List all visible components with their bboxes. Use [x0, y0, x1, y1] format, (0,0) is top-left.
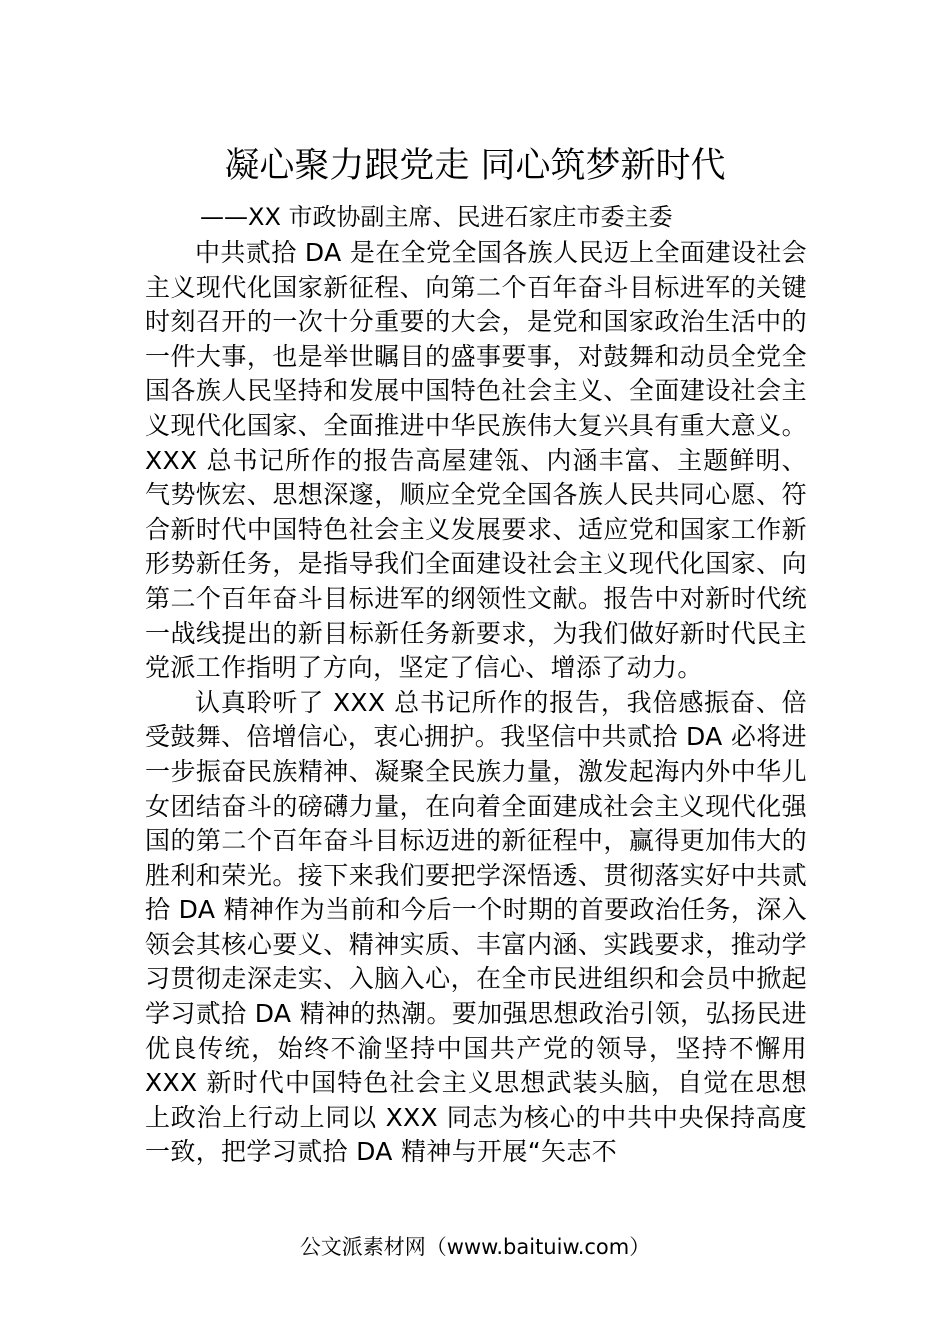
body-paragraph-1: 中共贰拾 DA 是在全党全国各族人民迈上全面建设社会主义现代化国家新征程、向第二个百年奋斗目标进军的关键时刻召开的一次十分重要的大会，是党和国家政治生活中的一件大事，也是举世瞩目的盛事要事，对鼓舞和动员全党全国各族人民坚持和发展中国特色社会主义、全面建设社会主义现代化国家、全面推进中华民族伟大复兴具有重大意义。XXX 总书记所作的报告高屋建瓴、内涵丰富、主题鲜明、气势恢宏、思想深邃，顺应全党全国各族人民共同心愿、符合新时代中国特色社会主义发展要求、适应党和国家工作新形势新任务，是指导我们全面建设社会主义现代化国家、向第二个百年奋斗目标进军的纲领性文献。报告中对新时代统一战线提出的新目标新任务新要求，为我们做好新时代民主党派工作指明了方向，坚定了信心、增添了动力。 — [145, 238, 807, 683]
document-subtitle: ——XX 市政协副主席、民进石家庄市委主委 — [200, 203, 673, 231]
body-paragraph-2: 认真聆听了 XXX 总书记所作的报告，我倍感振奋、倍受鼓舞、倍增信心，衷心拥护。我坚信中共贰拾 DA 必将进一步振奋民族精神、凝聚全民族力量，激发起海内外中华儿女团结奋斗的磅礴力量，在向着全面建成社会主义现代化强国的第二个百年奋斗目标迈进的新征程中，赢得更加伟大的胜利和荣光。接下来我们要把学深悟透、贯彻落实好中共贰拾 DA 精神作为当前和今后一个时期的首要政治任务，深入领会其核心要义、精神实质、丰富内涵、实践要求，推动学习贯彻走深走实、入脑入心，在全市民进组织和会员中掀起学习贰拾 DA 精神的热潮。要加强思想政治引领，弘扬民进优良传统，始终不渝坚持中国共产党的领导，坚持不懈用 XXX 新时代中国特色社会主义思想武装头脑，自觉在思想上政治上行动上同以 XXX 同志为核心的中共中央保持高度一致，把学习贰拾 DA 精神与开展“矢志不 — [145, 687, 807, 1167]
document-body — [145, 236, 807, 1170]
source-footer: 公文派素材网（www.baituiw.com） — [299, 1235, 651, 1259]
document-title: 凝心聚力跟党走 同心筑梦新时代 — [224, 146, 726, 186]
